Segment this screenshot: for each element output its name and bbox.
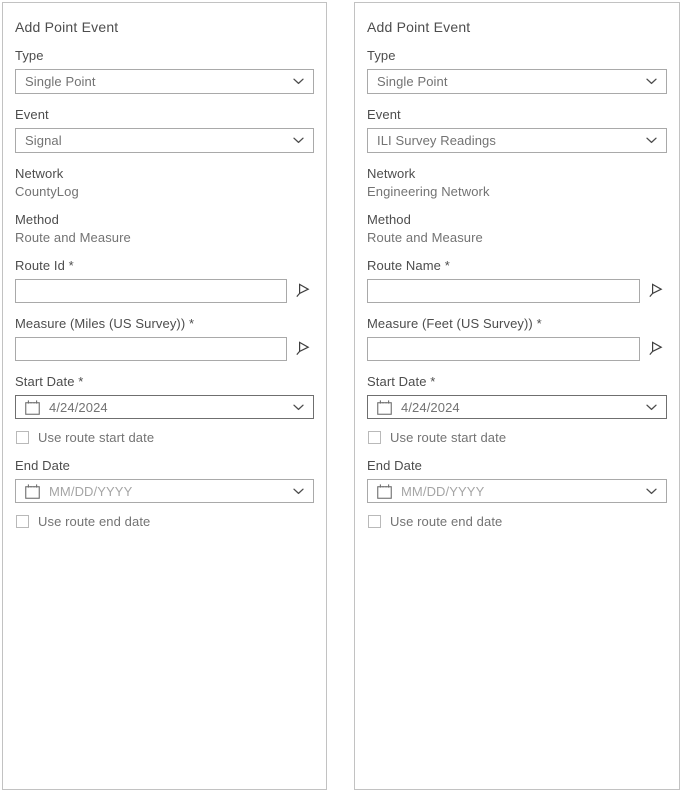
route-id-label: Route Id * [15,258,74,273]
event-select-value: Signal [25,133,62,148]
chevron-down-icon [293,404,304,411]
start-date-value: 4/24/2024 [401,399,460,415]
chevron-down-icon [646,78,657,85]
chevron-down-icon [293,78,304,85]
end-date-picker[interactable] [15,479,314,503]
add-point-event-pane-right [354,2,680,790]
calendar-icon [377,484,392,499]
use-route-start-date-label: Use route start date [38,430,155,445]
use-route-start-date-label: Use route start date [390,430,507,445]
calendar-icon [25,484,40,499]
type-label: Type [15,48,44,63]
add-point-event-pane-left [2,2,327,790]
use-route-end-date-label: Use route end date [390,514,503,529]
type-label: Type [367,48,396,63]
measure-row [15,337,314,361]
method-label: Method [367,212,411,227]
end-date-placeholder: MM/DD/YYYY [49,483,133,499]
route-id-input[interactable] [15,279,287,303]
chevron-down-icon [293,488,304,495]
route-name-row [367,279,667,303]
calendar-icon [377,400,392,415]
event-select[interactable] [15,128,314,153]
method-label: Method [15,212,59,227]
network-label: Network [15,166,64,181]
event-label: Event [15,107,49,122]
network-value: CountyLog [15,184,79,199]
end-date-label: End Date [15,458,71,473]
start-date-label: Start Date * [367,374,436,389]
route-name-label: Route Name * [367,258,450,273]
measure-input[interactable] [15,337,287,361]
type-select[interactable] [15,69,314,94]
start-date-picker[interactable] [15,395,314,419]
use-route-end-date-checkbox[interactable] [368,515,381,528]
use-route-end-date-option[interactable] [15,514,314,529]
map-select-arrow-icon[interactable] [645,339,667,359]
route-id-row [15,279,314,303]
use-route-start-date-option[interactable] [367,430,667,445]
use-route-end-date-label: Use route end date [38,514,151,529]
measure-label: Measure (Miles (US Survey)) * [15,316,195,331]
start-date-picker[interactable] [367,395,667,419]
pane-title: Add Point Event [367,19,471,35]
type-select[interactable] [367,69,667,94]
type-select-value: Single Point [25,74,96,89]
use-route-end-date-option[interactable] [367,514,667,529]
event-select[interactable] [367,128,667,153]
measure-row [367,337,667,361]
route-name-input[interactable] [367,279,640,303]
network-label: Network [367,166,416,181]
start-date-label: Start Date * [15,374,84,389]
end-date-picker[interactable] [367,479,667,503]
calendar-icon [25,400,40,415]
use-route-end-date-checkbox[interactable] [16,515,29,528]
map-select-arrow-icon[interactable] [292,281,314,301]
type-select-value: Single Point [377,74,448,89]
use-route-start-date-option[interactable] [15,430,314,445]
use-route-start-date-checkbox[interactable] [368,431,381,444]
map-select-arrow-icon[interactable] [292,339,314,359]
measure-input[interactable] [367,337,640,361]
chevron-down-icon [646,404,657,411]
end-date-label: End Date [367,458,423,473]
chevron-down-icon [646,137,657,144]
pane-title: Add Point Event [15,19,119,35]
method-value: Route and Measure [367,230,483,245]
end-date-placeholder: MM/DD/YYYY [401,483,485,499]
chevron-down-icon [293,137,304,144]
use-route-start-date-checkbox[interactable] [16,431,29,444]
event-label: Event [367,107,401,122]
network-value: Engineering Network [367,184,490,199]
method-value: Route and Measure [15,230,131,245]
map-select-arrow-icon[interactable] [645,281,667,301]
chevron-down-icon [646,488,657,495]
event-select-value: ILI Survey Readings [377,133,496,148]
measure-label: Measure (Feet (US Survey)) * [367,316,542,331]
start-date-value: 4/24/2024 [49,399,108,415]
